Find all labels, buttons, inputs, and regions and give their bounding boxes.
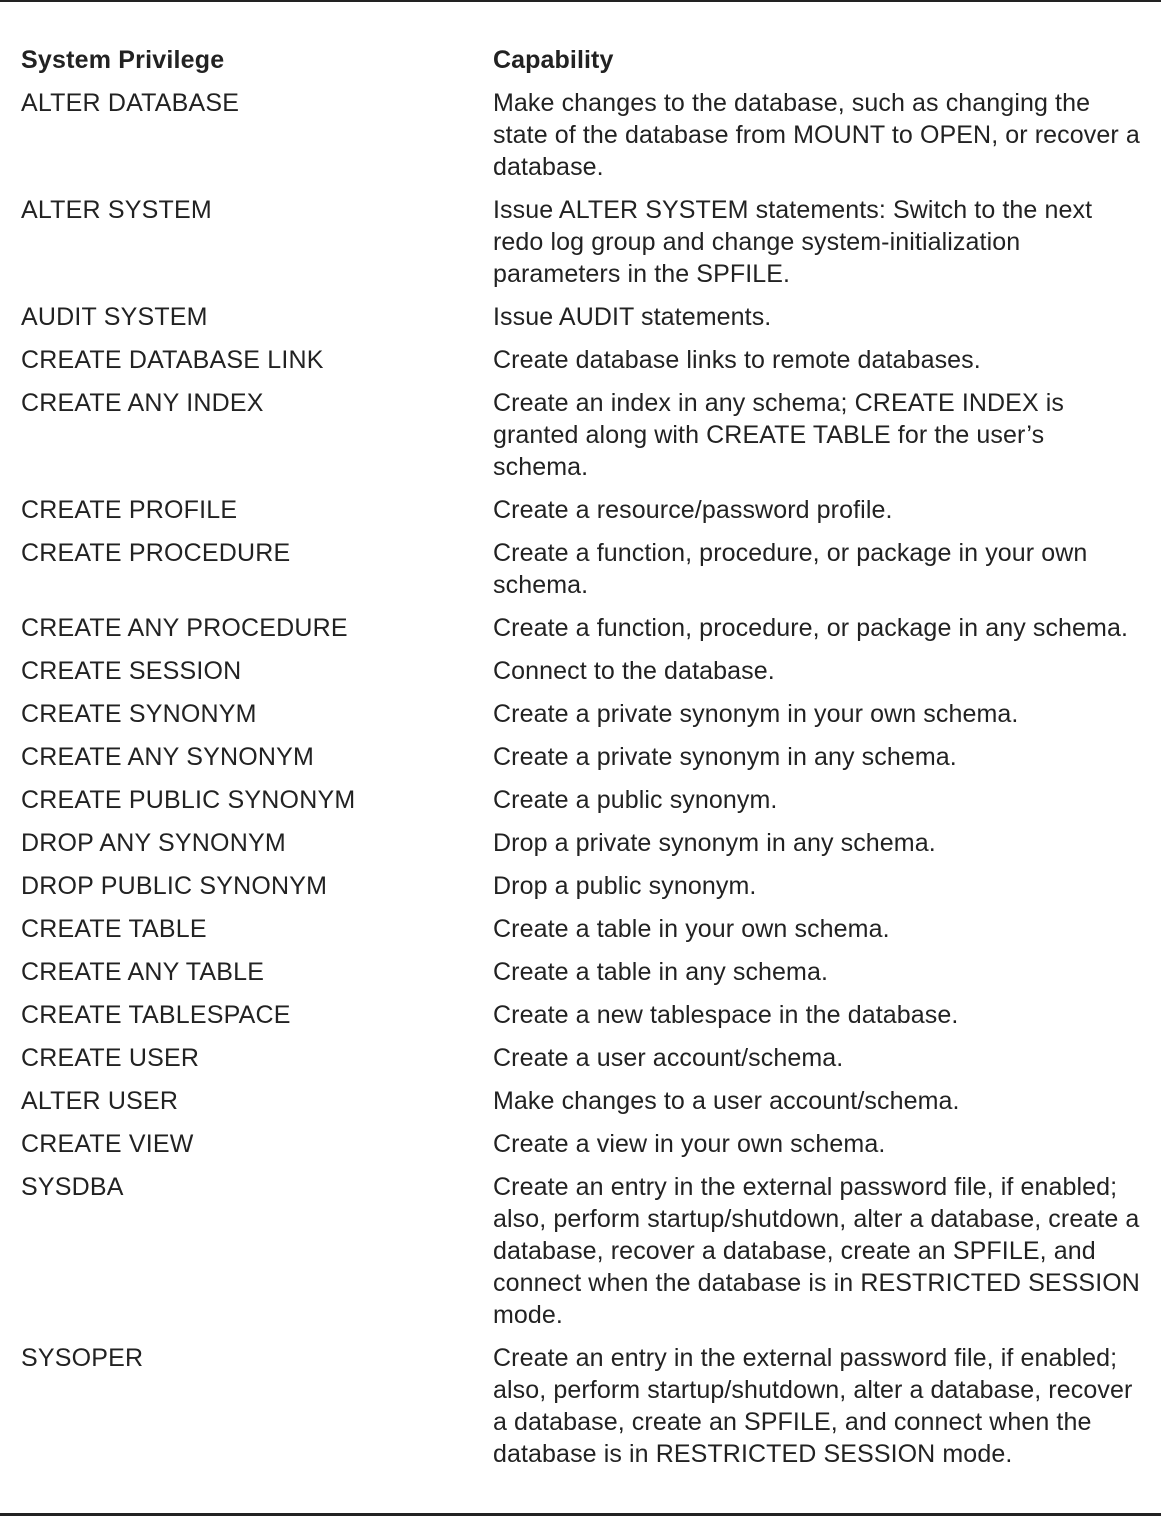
capability-cell: Create an index in any schema; CREATE INDEX is granted along with CREATE TABLE for the user’s schema. xyxy=(493,389,1065,481)
header-capability: Capability xyxy=(493,46,614,74)
capability-cell: Create a private synonym in any schema. xyxy=(493,743,957,771)
capability-cell: Make changes to the database, such as changing the state of the database from MOUNT to OPEN, or recover a database. xyxy=(493,89,1140,181)
capability-cell: Make changes to a user account/schema. xyxy=(493,1087,960,1115)
table-row xyxy=(21,913,1146,956)
privilege-cell: DROP ANY SYNONYM xyxy=(21,829,286,857)
table-row xyxy=(21,612,1146,655)
table-row xyxy=(21,655,1146,698)
capability-cell: Create a user account/schema. xyxy=(493,1044,844,1072)
table-row xyxy=(21,698,1146,741)
table-row xyxy=(21,1128,1146,1171)
capability-cell: Create a public synonym. xyxy=(493,786,778,814)
capability-cell: Create a new tablespace in the database. xyxy=(493,1001,959,1029)
table-row xyxy=(21,387,1146,494)
capability-cell: Create a private synonym in your own schema. xyxy=(493,700,1019,728)
privilege-cell: CREATE ANY INDEX xyxy=(21,389,264,417)
capability-cell: Drop a public synonym. xyxy=(493,872,757,900)
privilege-cell: CREATE ANY PROCEDURE xyxy=(21,614,348,642)
bottom-rule xyxy=(0,1513,1161,1516)
privilege-cell: CREATE PROCEDURE xyxy=(21,539,291,567)
privilege-cell: CREATE PROFILE xyxy=(21,496,238,524)
privilege-cell: CREATE SESSION xyxy=(21,657,242,685)
privilege-cell: SYSDBA xyxy=(21,1173,124,1201)
privilege-cell: CREATE SYNONYM xyxy=(21,700,257,728)
privilege-cell: CREATE DATABASE LINK xyxy=(21,346,324,374)
privilege-cell: CREATE TABLESPACE xyxy=(21,1001,291,1029)
privilege-cell: ALTER DATABASE xyxy=(21,89,240,117)
table-header-row xyxy=(21,44,1146,87)
table-row xyxy=(21,741,1146,784)
privileges-table xyxy=(21,44,1146,1481)
capability-cell: Create a table in your own schema. xyxy=(493,915,890,943)
header-system-privilege: System Privilege xyxy=(21,46,225,74)
table-row xyxy=(21,194,1146,301)
table-row xyxy=(21,494,1146,537)
capability-cell: Create a function, procedure, or package in any schema. xyxy=(493,614,1129,642)
privilege-cell: CREATE PUBLIC SYNONYM xyxy=(21,786,356,814)
capability-cell: Create a table in any schema. xyxy=(493,958,829,986)
capability-cell: Create a resource/password profile. xyxy=(493,496,893,524)
privilege-cell: CREATE ANY TABLE xyxy=(21,958,265,986)
table-row xyxy=(21,301,1146,344)
capability-cell: Create an entry in the external password file, if enabled; also, perform startup/shutdown, alter a database, create a database, recover a database, create an SPFILE, and connect when the database is in RESTRICTED SESSION mode. xyxy=(493,1173,1140,1329)
capability-cell: Connect to the database. xyxy=(493,657,775,685)
privilege-cell: AUDIT SYSTEM xyxy=(21,303,208,331)
capability-cell: Drop a private synonym in any schema. xyxy=(493,829,936,857)
privilege-cell: SYSOPER xyxy=(21,1344,144,1372)
capability-cell: Create a function, procedure, or package in your own schema. xyxy=(493,539,1088,599)
capability-cell: Create an entry in the external password file, if enabled; also, perform startup/shutdown, alter a database, recover a database, create an SPFILE, and connect when the database is in RESTRICTED SESSION mode. xyxy=(493,1344,1133,1468)
table-row xyxy=(21,87,1146,194)
table-row xyxy=(21,999,1146,1042)
table-row xyxy=(21,1171,1146,1342)
privilege-cell: ALTER USER xyxy=(21,1087,179,1115)
table-row xyxy=(21,784,1146,827)
top-rule xyxy=(0,0,1161,2)
table-row xyxy=(21,1042,1146,1085)
privilege-cell: CREATE USER xyxy=(21,1044,200,1072)
capability-cell: Create a view in your own schema. xyxy=(493,1130,886,1158)
privilege-cell: CREATE VIEW xyxy=(21,1130,194,1158)
privilege-cell: ALTER SYSTEM xyxy=(21,196,212,224)
table-row xyxy=(21,827,1146,870)
capability-cell: Create database links to remote databases. xyxy=(493,346,981,374)
table-row xyxy=(21,1085,1146,1128)
table-row xyxy=(21,1342,1146,1481)
table-row xyxy=(21,870,1146,913)
table-row xyxy=(21,956,1146,999)
capability-cell: Issue ALTER SYSTEM statements: Switch to the next redo log group and change system-initialization parameters in the SPFILE. xyxy=(493,196,1093,288)
privilege-cell: DROP PUBLIC SYNONYM xyxy=(21,872,328,900)
table-row xyxy=(21,537,1146,612)
privilege-cell: CREATE TABLE xyxy=(21,915,207,943)
table-row xyxy=(21,344,1146,387)
capability-cell: Issue AUDIT statements. xyxy=(493,303,772,331)
privilege-cell: CREATE ANY SYNONYM xyxy=(21,743,315,771)
